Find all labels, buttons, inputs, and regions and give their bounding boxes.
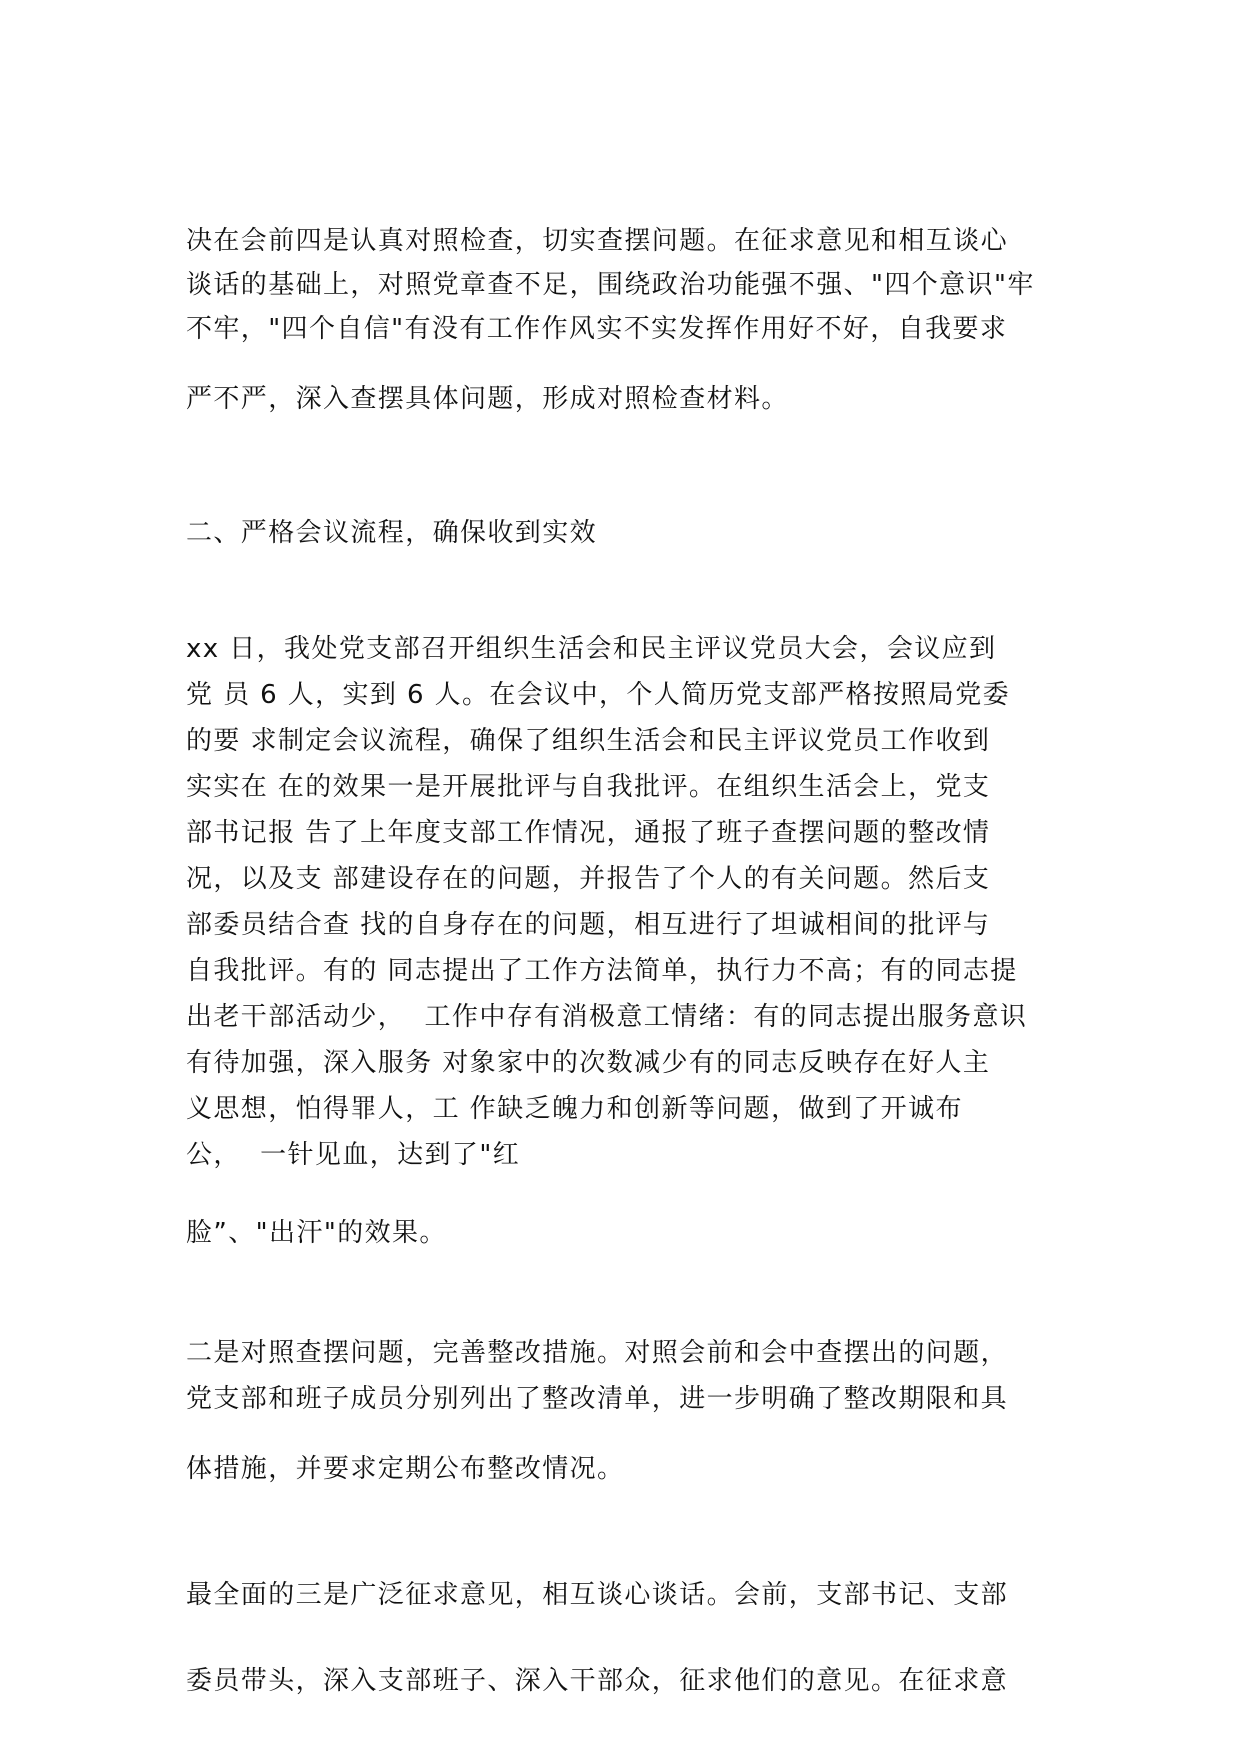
paragraph-2-line-6: 况，以及支 部建设存在的问题，并报告了个人的有关问题。然后支 xyxy=(186,864,991,894)
paragraph-4-line-1: 最全面的三是广泛征求意见，相互谈心谈话。会前，支部书记、支部 xyxy=(186,1580,1009,1610)
paragraph-2-line-1: xx 日，我处党支部召开组织生活会和民主评议党员大会，会议应到 xyxy=(186,634,997,664)
paragraph-2-line-11: 义思想，怕得罪人，工 作缺乏魄力和创新等问题，做到了开诚布 xyxy=(186,1094,963,1124)
paragraph-2-line-5: 部书记报 告了上年度支部工作情况，通报了班子查摆问题的整改情 xyxy=(186,818,991,848)
paragraph-2-line-4: 实实在 在的效果一是开展批评与自我批评。在组织生活会上，党支 xyxy=(186,772,991,802)
paragraph-2-line-9: 出老干部活动少， 工作中存有消极意工情绪：有的同志提出服务意识 xyxy=(186,1002,1028,1032)
section-heading: 二、严格会议流程，确保收到实效 xyxy=(186,518,598,548)
paragraph-2-line-10: 有待加强，深入服务 对象家中的次数减少有的同志反映存在好人主 xyxy=(186,1048,991,1078)
paragraph-1-line-1: 决在会前四是认真对照检查，切实查摆问题。在征求意见和相互谈心 xyxy=(186,226,1009,256)
paragraph-1-line-2: 谈话的基础上，对照党章查不足，围绕政治功能强不强、"四个意识"牢 xyxy=(186,270,1035,300)
paragraph-3-line-2: 党支部和班子成员分别列出了整改清单，进一步明确了整改期限和具 xyxy=(186,1384,1009,1414)
paragraph-3-line-1: 二是对照查摆问题，完善整改措施。对照会前和会中查摆出的问题， xyxy=(186,1338,1009,1368)
paragraph-2-line-2: 党 员 6 人，实到 6 人。在会议中，个人简历党支部严格按照局党委 xyxy=(186,680,1011,710)
paragraph-1-line-4: 严不严，深入查摆具体问题，形成对照检查材料。 xyxy=(186,384,789,414)
paragraph-4-line-2: 委员带头，深入支部班子、深入干部众，征求他们的意见。在征求意 xyxy=(186,1666,1009,1696)
paragraph-2-line-8: 自我批评。有的 同志提出了工作方法简单，执行力不高；有的同志提 xyxy=(186,956,1018,986)
paragraph-3-line-3: 体措施，并要求定期公布整改情况。 xyxy=(186,1454,625,1484)
paragraph-2-line-7: 部委员结合查 找的自身存在的问题，相互进行了坦诚相间的批评与 xyxy=(186,910,991,940)
paragraph-2-line-3: 的要 求制定会议流程，确保了组织生活会和民主评议党员工作收到 xyxy=(186,726,991,756)
paragraph-1-line-3: 不牢，"四个自信"有没有工作作风实不实发挥作用好不好，自我要求 xyxy=(186,314,1008,344)
paragraph-2-line-13: 脸”、"出汗"的效果。 xyxy=(186,1218,447,1248)
paragraph-2-line-12: 公， 一针见血，达到了"红 xyxy=(186,1140,521,1170)
